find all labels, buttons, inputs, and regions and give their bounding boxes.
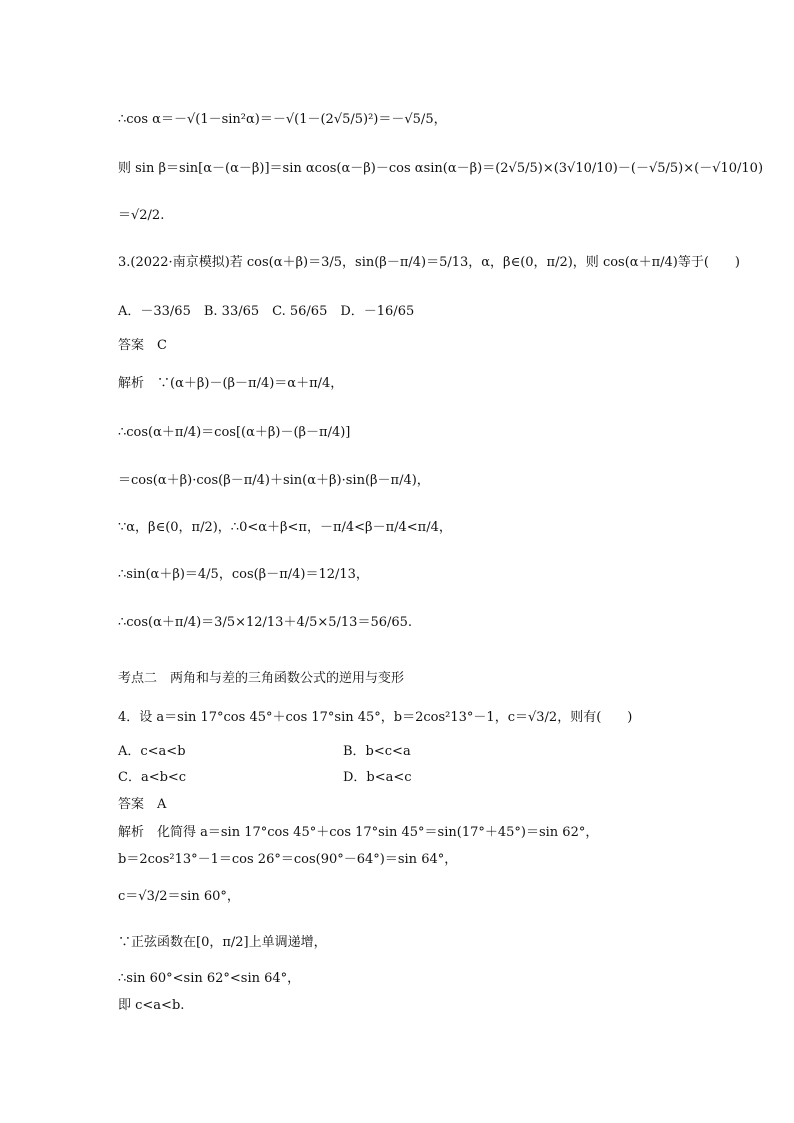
option-right: B．b<c<a	[343, 744, 411, 759]
text-line: C．a<b<c	[118, 770, 187, 785]
text-line: A．c<a<b	[118, 744, 186, 759]
text-line: 3.(2022·南京模拟)若 cos(α＋β)＝3/5，sin(β－π/4)＝5/13，α，β∈(0，π/2)，则 cos(α＋π/4)等于( )	[118, 255, 740, 270]
text-line: 4．设 a＝sin 17°cos 45°＋cos 17°sin 45°，b＝2cos²13°－1，c＝√3/2，则有( )	[118, 710, 633, 725]
text-line: ∴cos α＝－√(1－sin²α)＝－√(1－(2√5/5)²)＝－√5/5，	[118, 112, 447, 127]
text-line: ∵α，β∈(0，π/2)，∴0<α＋β<π，－π/4<β－π/4<π/4，	[118, 520, 452, 535]
text-line: c＝√3/2＝sin 60°，	[118, 889, 240, 904]
text-line: 即 c<a<b.	[118, 998, 185, 1013]
text-line: A．－33/65 B. 33/65 C. 56/65 D．－16/65	[118, 304, 415, 319]
text-line: 解析 ∵(α＋β)－(β－π/4)＝α＋π/4，	[118, 376, 344, 391]
text-line: 则 sin β＝sin[α－(α－β)]＝sin αcos(α－β)－cos αsin(α－β)＝(2√5/5)×(3√10/10)－(－√5/5)×(－√10/10)	[118, 161, 764, 176]
text-line: 考点二 两角和与差的三角函数公式的逆用与变形	[118, 671, 405, 686]
text-line: ＝cos(α＋β)·cos(β－π/4)＋sin(α＋β)·sin(β－π/4)，	[118, 473, 430, 488]
text-line: ∴sin 60°<sin 62°<sin 64°，	[118, 971, 301, 986]
option-right: D．b<a<c	[343, 770, 412, 785]
text-line: 答案 A	[118, 797, 167, 812]
text-line: ∴cos(α＋π/4)＝3/5×12/13＋4/5×5/13＝56/65.	[118, 615, 413, 630]
text-line: ∵正弦函数在[0，π/2]上单调递增，	[118, 935, 327, 950]
text-line: 答案 C	[118, 338, 167, 353]
text-line: ∴sin(α＋β)＝4/5，cos(β－π/4)＝12/13，	[118, 567, 369, 582]
text-line: ∴cos(α＋π/4)＝cos[(α＋β)－(β－π/4)]	[118, 425, 351, 440]
text-line: ＝√2/2.	[118, 208, 165, 223]
text-line: b＝2cos²13°－1＝cos 26°＝cos(90°－64°)＝sin 64°，	[118, 852, 458, 867]
text-line: 解析 化简得 a＝sin 17°cos 45°＋cos 17°sin 45°＝sin(17°＋45°)＝sin 62°，	[118, 825, 599, 840]
